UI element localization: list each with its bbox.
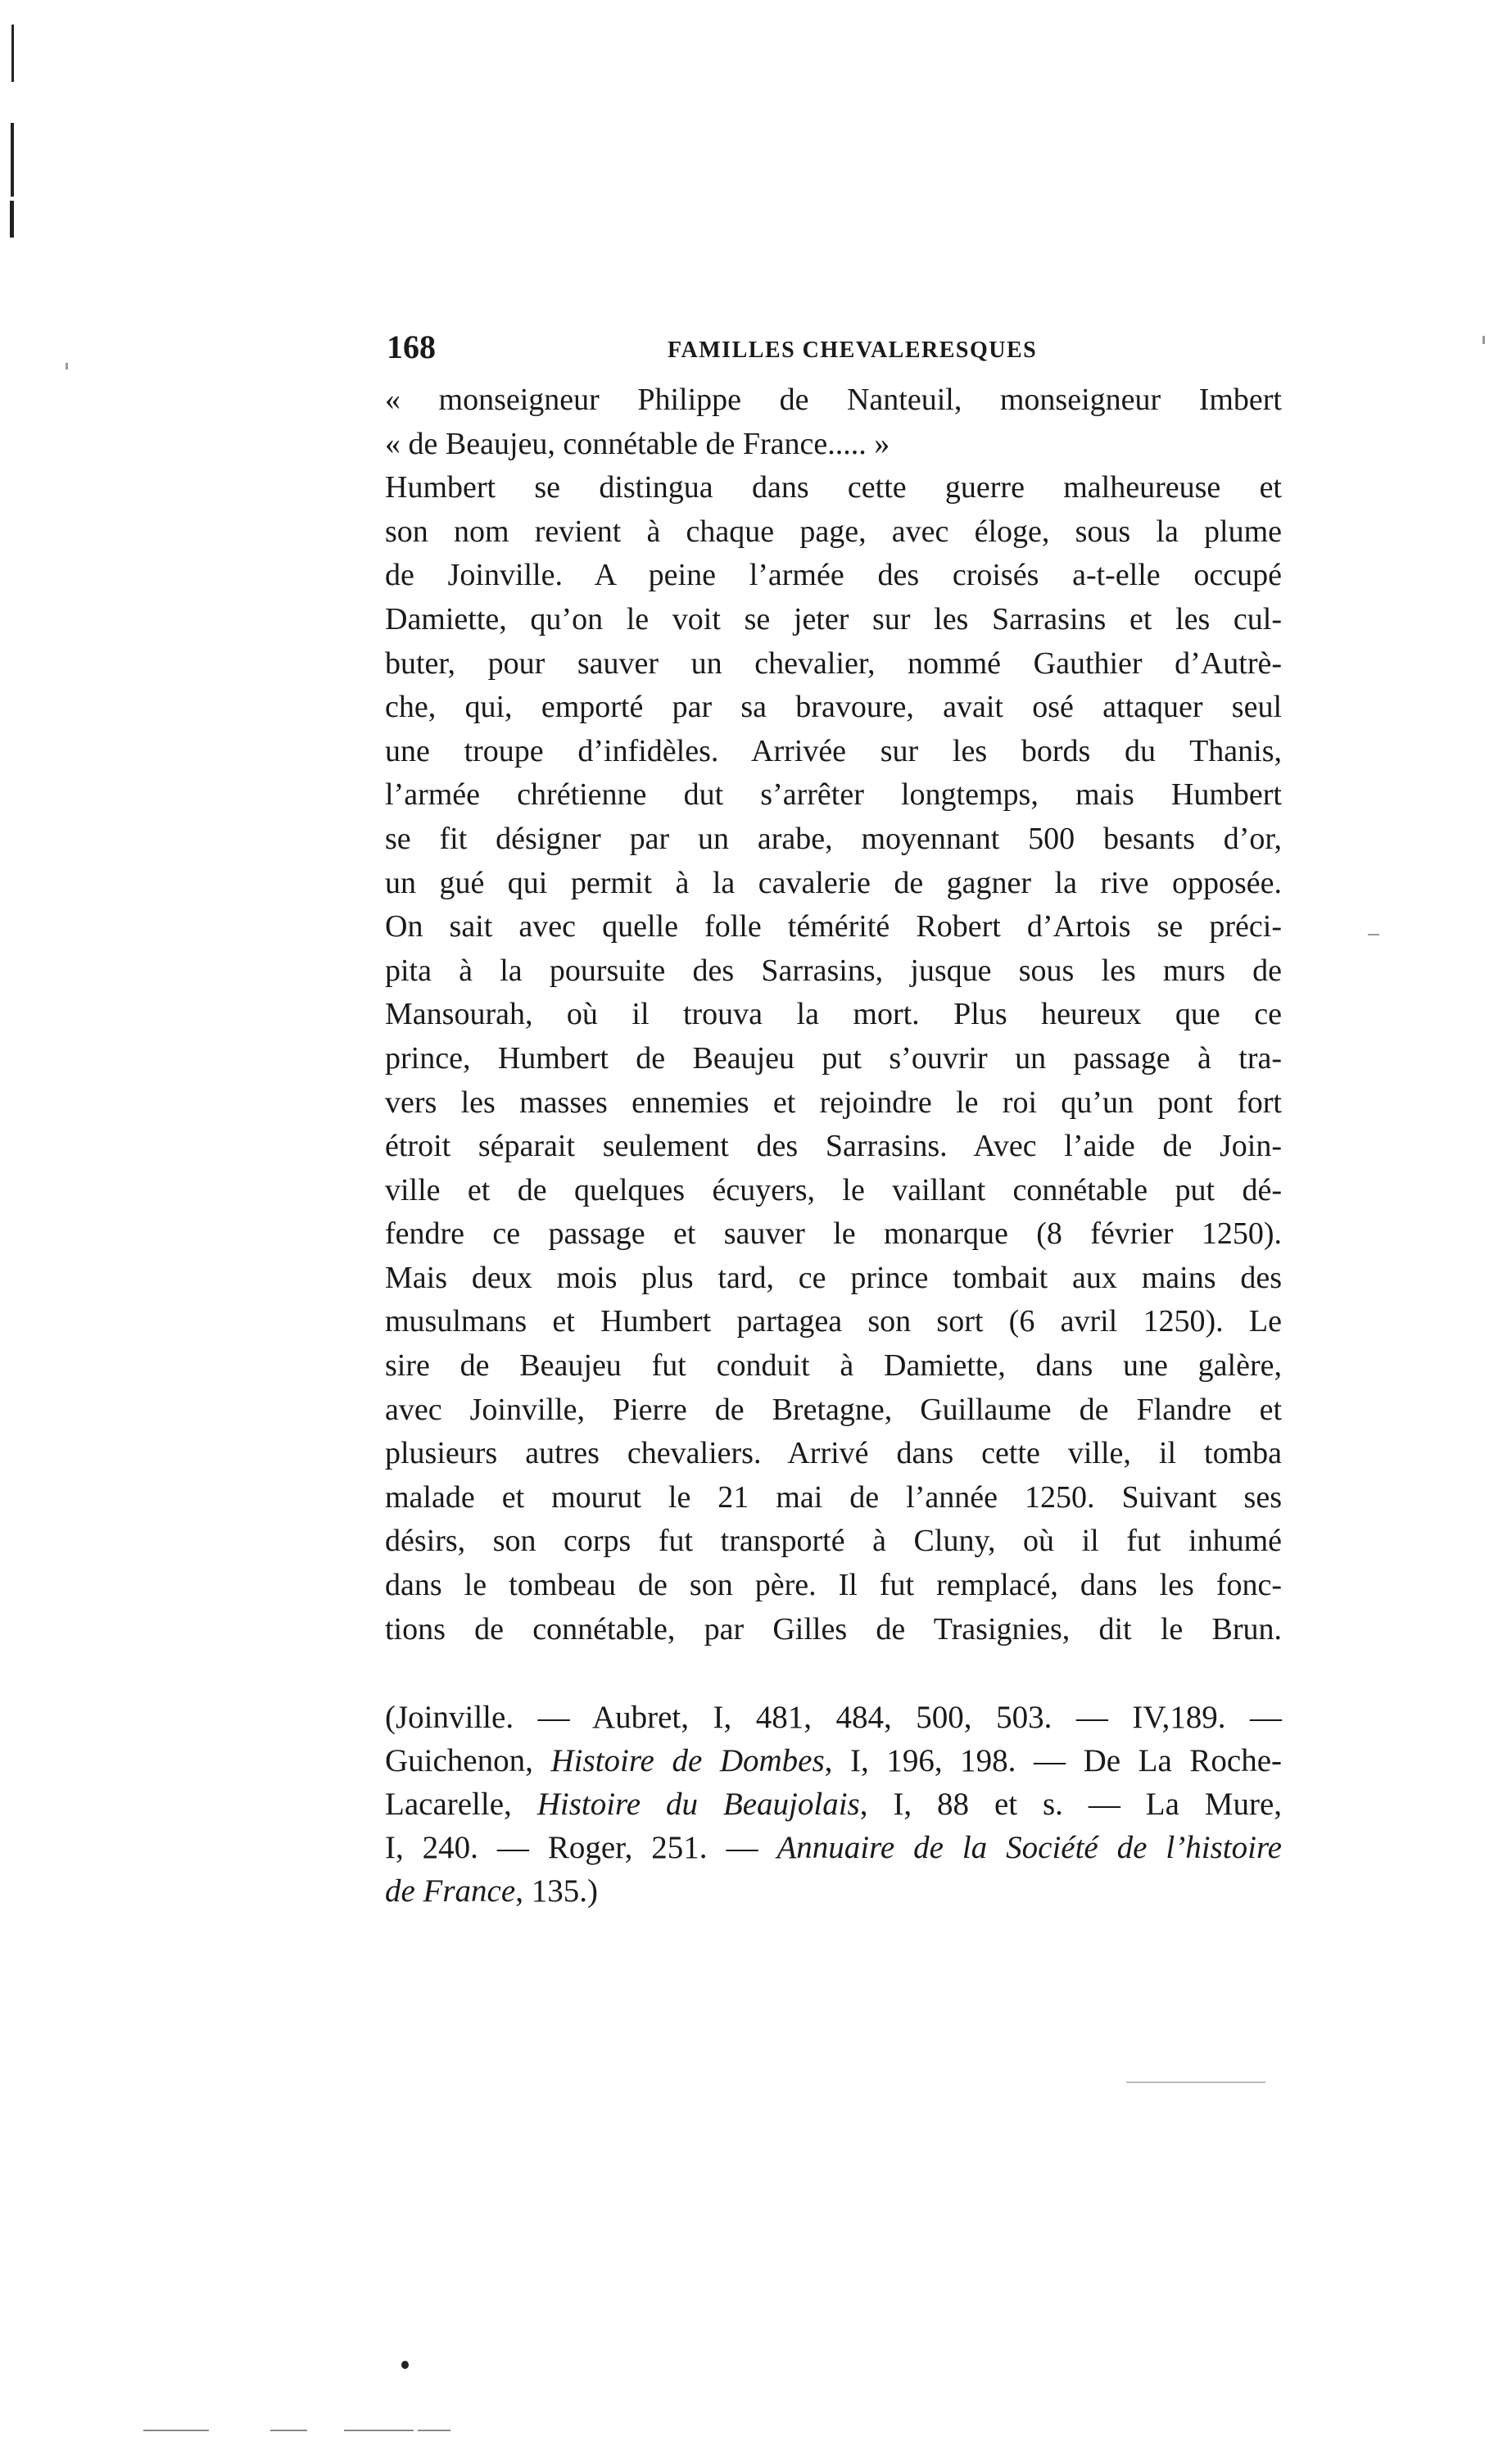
text-line: ville et de quelques écuyers, le vaillant connétable put dé-	[385, 1172, 1282, 1207]
text-line: che, qui, emporté par sa bravoure, avait osé attaquer seul	[385, 690, 1282, 725]
text-line: se fit désigner par un arabe, moyennant 500 besants d’or,	[385, 821, 1282, 856]
bullet-mark	[401, 2361, 409, 2369]
text-line: dans le tombeau de son père. Il fut remplacé, dans les fonc-	[385, 1568, 1282, 1603]
text-line: une troupe d’infidèles. Arrivée sur les bords du Thanis,	[385, 733, 1282, 768]
text-line: de Joinville. A peine l’armée des croisés a-t-elle occupé	[385, 558, 1282, 593]
reference-title: Histoire du Beaujolais	[536, 1787, 860, 1822]
footer-rule	[270, 2430, 307, 2431]
reference-text: I, 240. — Roger, 251. —	[385, 1830, 777, 1865]
text-line: Mansourah, où il trouva la mort. Plus heureux que ce	[385, 997, 1282, 1032]
running-title: FAMILLES CHEVALERESQUES	[668, 337, 1038, 363]
scan-speck	[1126, 2081, 1265, 2083]
text-line: l’armée chrétienne dut s’arrêter longtemps, mais Humbert	[385, 777, 1282, 813]
text-line: étroit séparait seulement des Sarrasins. Avec l’aide de Join-	[385, 1129, 1282, 1164]
scan-speck	[1483, 336, 1485, 344]
text-line: un gué qui permit à la cavalerie de gagner la rive opposée.	[385, 865, 1282, 900]
binding-mark	[11, 123, 14, 197]
text-line: désirs, son corps fut transporté à Cluny, où il fut inhumé	[385, 1524, 1282, 1559]
text-line: son nom revient à chaque page, avec éloge, sous la plume	[385, 514, 1282, 549]
text-line: Humbert se distingua dans cette guerre malheureuse et	[385, 470, 1282, 505]
text-line: fendre ce passage et sauver le monarque (8 février 1250).	[385, 1216, 1282, 1252]
text-line: vers les masses ennemies et rejoindre le roi qu’un pont fort	[385, 1085, 1282, 1120]
running-head	[387, 328, 1288, 377]
text-line: Damiette, qu’on le voit se jeter sur les Sarrasins et les cul-	[385, 601, 1282, 636]
reference-text: , I, 196, 198. — De La Roche-	[824, 1743, 1283, 1778]
text-line: musulmans et Humbert partagea son sort (6 avril 1250). Le	[385, 1304, 1282, 1339]
text-line: plusieurs autres chevaliers. Arrivé dans cette ville, il tomba	[385, 1436, 1282, 1471]
body-text	[385, 378, 1282, 1651]
footer-rule	[418, 2430, 450, 2431]
references	[385, 1696, 1282, 1913]
text-line: Mais deux mois plus tard, ce prince tombait aux mains des	[385, 1260, 1282, 1295]
text-line: malade et mourut le 21 mai de l’année 1250. Suivant ses	[385, 1479, 1282, 1515]
footer-rule	[344, 2430, 414, 2431]
text-line: avec Joinville, Pierre de Bretagne, Guillaume de Flandre et	[385, 1392, 1282, 1427]
reference-line	[385, 1826, 1282, 1869]
text-line: prince, Humbert de Beaujeu put s’ouvrir un passage à tra-	[385, 1040, 1282, 1076]
reference-text: , I, 88 et s. — La Mure,	[859, 1787, 1283, 1822]
scan-speck	[1368, 934, 1379, 935]
binding-mark	[11, 25, 14, 82]
binding-mark	[10, 201, 14, 238]
page-number: 168	[387, 328, 436, 365]
scan-speck	[66, 363, 68, 369]
text-line: tions de connétable, par Gilles de Trasignies, dit le Brun.	[385, 1611, 1282, 1646]
reference-title: de France	[385, 1873, 516, 1909]
reference-text: Guichenon,	[385, 1743, 551, 1778]
text-line: « de Beaujeu, connétable de France..... »	[385, 426, 890, 461]
reference-line	[385, 1739, 1282, 1782]
text-line: On sait avec quelle folle témérité Robert d’Artois se préci-	[385, 909, 1282, 944]
reference-title: Histoire de Dombes	[550, 1743, 825, 1778]
reference-title: Annuaire de la Société de l’histoire	[776, 1830, 1282, 1865]
text-line: pita à la poursuite des Sarrasins, jusque sous les murs de	[385, 953, 1282, 988]
reference-text: Lacarelle,	[385, 1787, 537, 1822]
text-line: buter, pour sauver un chevalier, nommé Gauthier d’Autrè-	[385, 645, 1282, 681]
text-line: « monseigneur Philippe de Nanteuil, monseigneur Imbert	[385, 383, 1282, 417]
reference-line	[385, 1869, 1282, 1913]
footer-rule	[143, 2430, 209, 2431]
reference-text: (Joinville. — Aubret, I, 481, 484, 500, 503. — IV,189. —	[385, 1700, 1282, 1735]
text-line: sire de Beaujeu fut conduit à Damiette, dans une galère,	[385, 1348, 1282, 1384]
reference-line	[385, 1782, 1282, 1826]
reference-line	[385, 1696, 1282, 1739]
reference-text: , 135.)	[515, 1873, 598, 1909]
